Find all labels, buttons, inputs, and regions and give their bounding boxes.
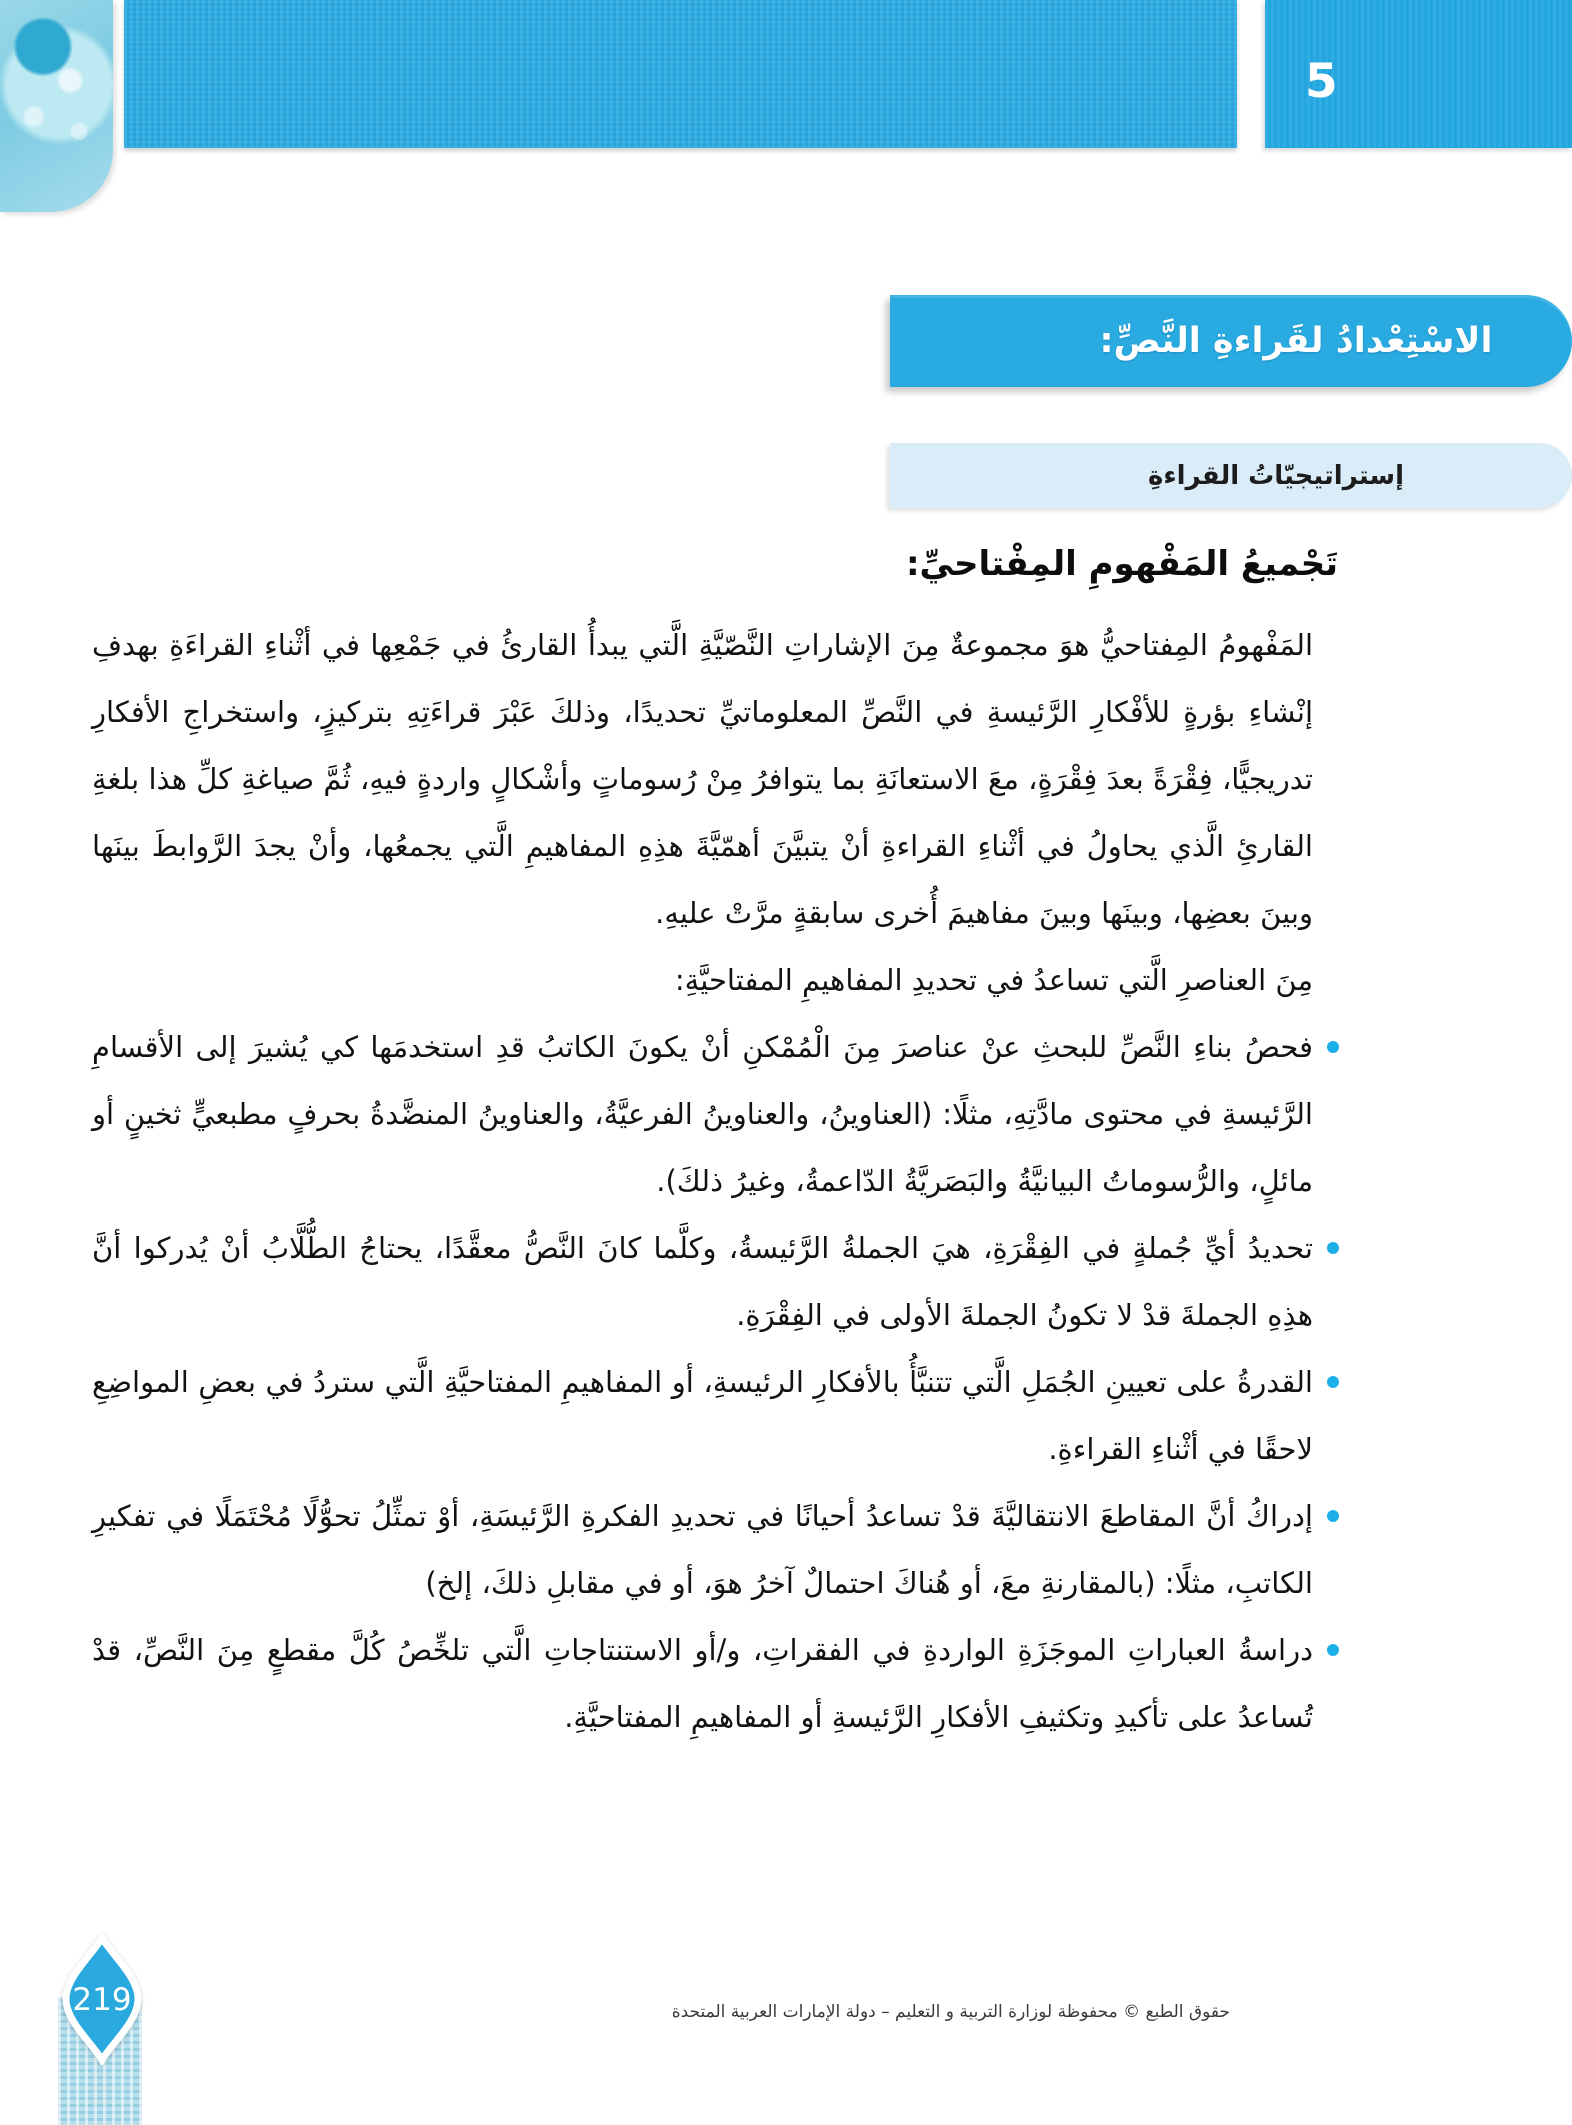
list-item-text: دراسةُ العباراتِ الموجَزَةِ الواردةِ في الفقراتِ، و/أو الاستنتاجاتِ الَّتي تلخِّصُ كُلَّ مقطعٍ مِنَ النَّصِّ، قدْ تُساعدُ على تأكيدِ وتكثيفِ الأفكارِ الرَّئيسةِ أو المفاهيمِ المفتاحيَّةِ. (92, 1633, 1313, 1734)
bullet-icon (1327, 1376, 1339, 1388)
bullet-icon (1327, 1041, 1339, 1053)
list-item (92, 1349, 1313, 1483)
bullet-icon (1327, 1644, 1339, 1656)
header-bar (124, 0, 1237, 148)
bullet-icon (1327, 1510, 1339, 1522)
decorative-cell-photo (0, 0, 113, 212)
list-item-text: إدراكُ أنَّ المقاطعَ الانتقاليَّةَ قدْ تساعدُ أحيانًا في تحديدِ الفكرةِ الرَّئيسَةِ، أوْ تمثِّلُ تحوُّلًا مُحْتَمَلًا في تفكيرِ الكاتبِ، مثلًا: (بالمقارنةِ معَ، أو هُناكَ احتمالٌ آخرُ هوَ، أو في مقابلِ ذلكَ، إلخ) (92, 1499, 1313, 1600)
intro-paragraph: المَفْهومُ المِفتاحيُّ هوَ مجموعةٌ مِنَ الإشاراتِ النَّصّيَّةِ الَّتي يبدأُ القارئُ في جَمْعِها في أثْناءِ القراءَةِ بهدفِ إنْشاءِ بؤرةٍ للأفْكارِ الرَّئيسةِ في النَّصِّ المعلوماتيِّ تحديدًا، وذلكَ عَبْرَ قراءَتِهِ بتركيزٍ، واستخراجِ الأفكارِ تدريجيًّا، فِقْرَةً بعدَ فِقْرَةٍ، معَ الاستعانَةِ بما يتوافرُ مِنْ رُسوماتٍ وأشْكالٍ واردةٍ فيهِ، ثُمَّ صياغةِ كلِّ هذا بلغةِ القارئِ الَّذي يحاولُ في أثْناءِ القراءةِ أنْ يتبيَّنَ أهمّيَّةَ هذِهِ المفاهيمِ الَّتي يجمعُها، وأنْ يجدَ الرَّوابطَ بينَها وبينَ بعضِها، وبينَها وبينَ مفاهيمَ أُخرى سابقةٍ مرَّتْ عليهِ. (92, 628, 1313, 930)
page-heading: تَجْميعُ المَفْهومِ المِفْتاحيِّ: (905, 544, 1338, 584)
section-title: الاسْتِعْدادُ لقَراءةِ النَّصِّ: (1099, 321, 1493, 361)
page-number: 219 (72, 1982, 132, 2018)
key-concept-bullet-list (92, 1014, 1313, 1751)
copyright-notice: حقوق الطبع © محفوظة لوزارة التربية و التعليم – دولة الإمارات العربية المتحدة (671, 2002, 1230, 2022)
reading-strategies-banner (890, 443, 1572, 508)
chapter-number: 5 (1305, 54, 1338, 109)
list-intro: مِنَ العناصرِ الَّتي تساعدُ في تحديدِ المفاهيمِ المفتاحيَّةِ: (674, 963, 1313, 997)
list-item-text: القدرةُ على تعيينِ الجُمَلِ الَّتي تتنبَّأُ بالأفكارِ الرئيسةِ، أو المفاهيمِ المفتاحيَّةِ الَّتي ستردُ في بعضِ المواضِعِ لاحقًا في أثْناءِ القراءةِ. (92, 1365, 1313, 1466)
body-text (92, 612, 1313, 1751)
section-title-banner (890, 295, 1572, 387)
list-item (92, 1014, 1313, 1215)
reading-strategies-label: إستراتيجيّاتُ القراءةِ (1148, 460, 1404, 491)
list-item-text: فحصُ بناءِ النَّصِّ للبحثِ عنْ عناصرَ مِنَ الْمُمْكنِ أنْ يكونَ الكاتبُ قدِ استخدمَها كي يُشيرَ إلى الأقسامِ الرَّئيسةِ في محتوى مادَّتِهِ، مثلًا: (العناوينُ، والعناوينُ الفرعيَّةُ، والعناوينُ المنضَّدةُ بحرفٍ مطبعيٍّ ثخينٍ أو مائلٍ، والرُّسوماتُ البيانيَّةُ والبَصَريَّةُ الدّاعمةُ، وغيرُ ذلكَ). (92, 1030, 1313, 1198)
bullet-icon (1327, 1242, 1339, 1254)
list-item-text: تحديدُ أيِّ جُملةٍ في الفِقْرَةِ، هيَ الجملةُ الرَّئيسةُ، وكلَّما كانَ النَّصُّ معقَّدًا، يحتاجُ الطُّلَّابُ أنْ يُدركوا أنَّ هذِهِ الجملةَ قدْ لا تكونُ الجملةَ الأولى في الفِقْرَةِ. (92, 1231, 1313, 1332)
list-item (92, 1617, 1313, 1751)
page-number-badge (60, 1933, 144, 2065)
list-item (92, 1215, 1313, 1349)
chapter-number-block (1265, 0, 1572, 148)
list-item (92, 1483, 1313, 1617)
